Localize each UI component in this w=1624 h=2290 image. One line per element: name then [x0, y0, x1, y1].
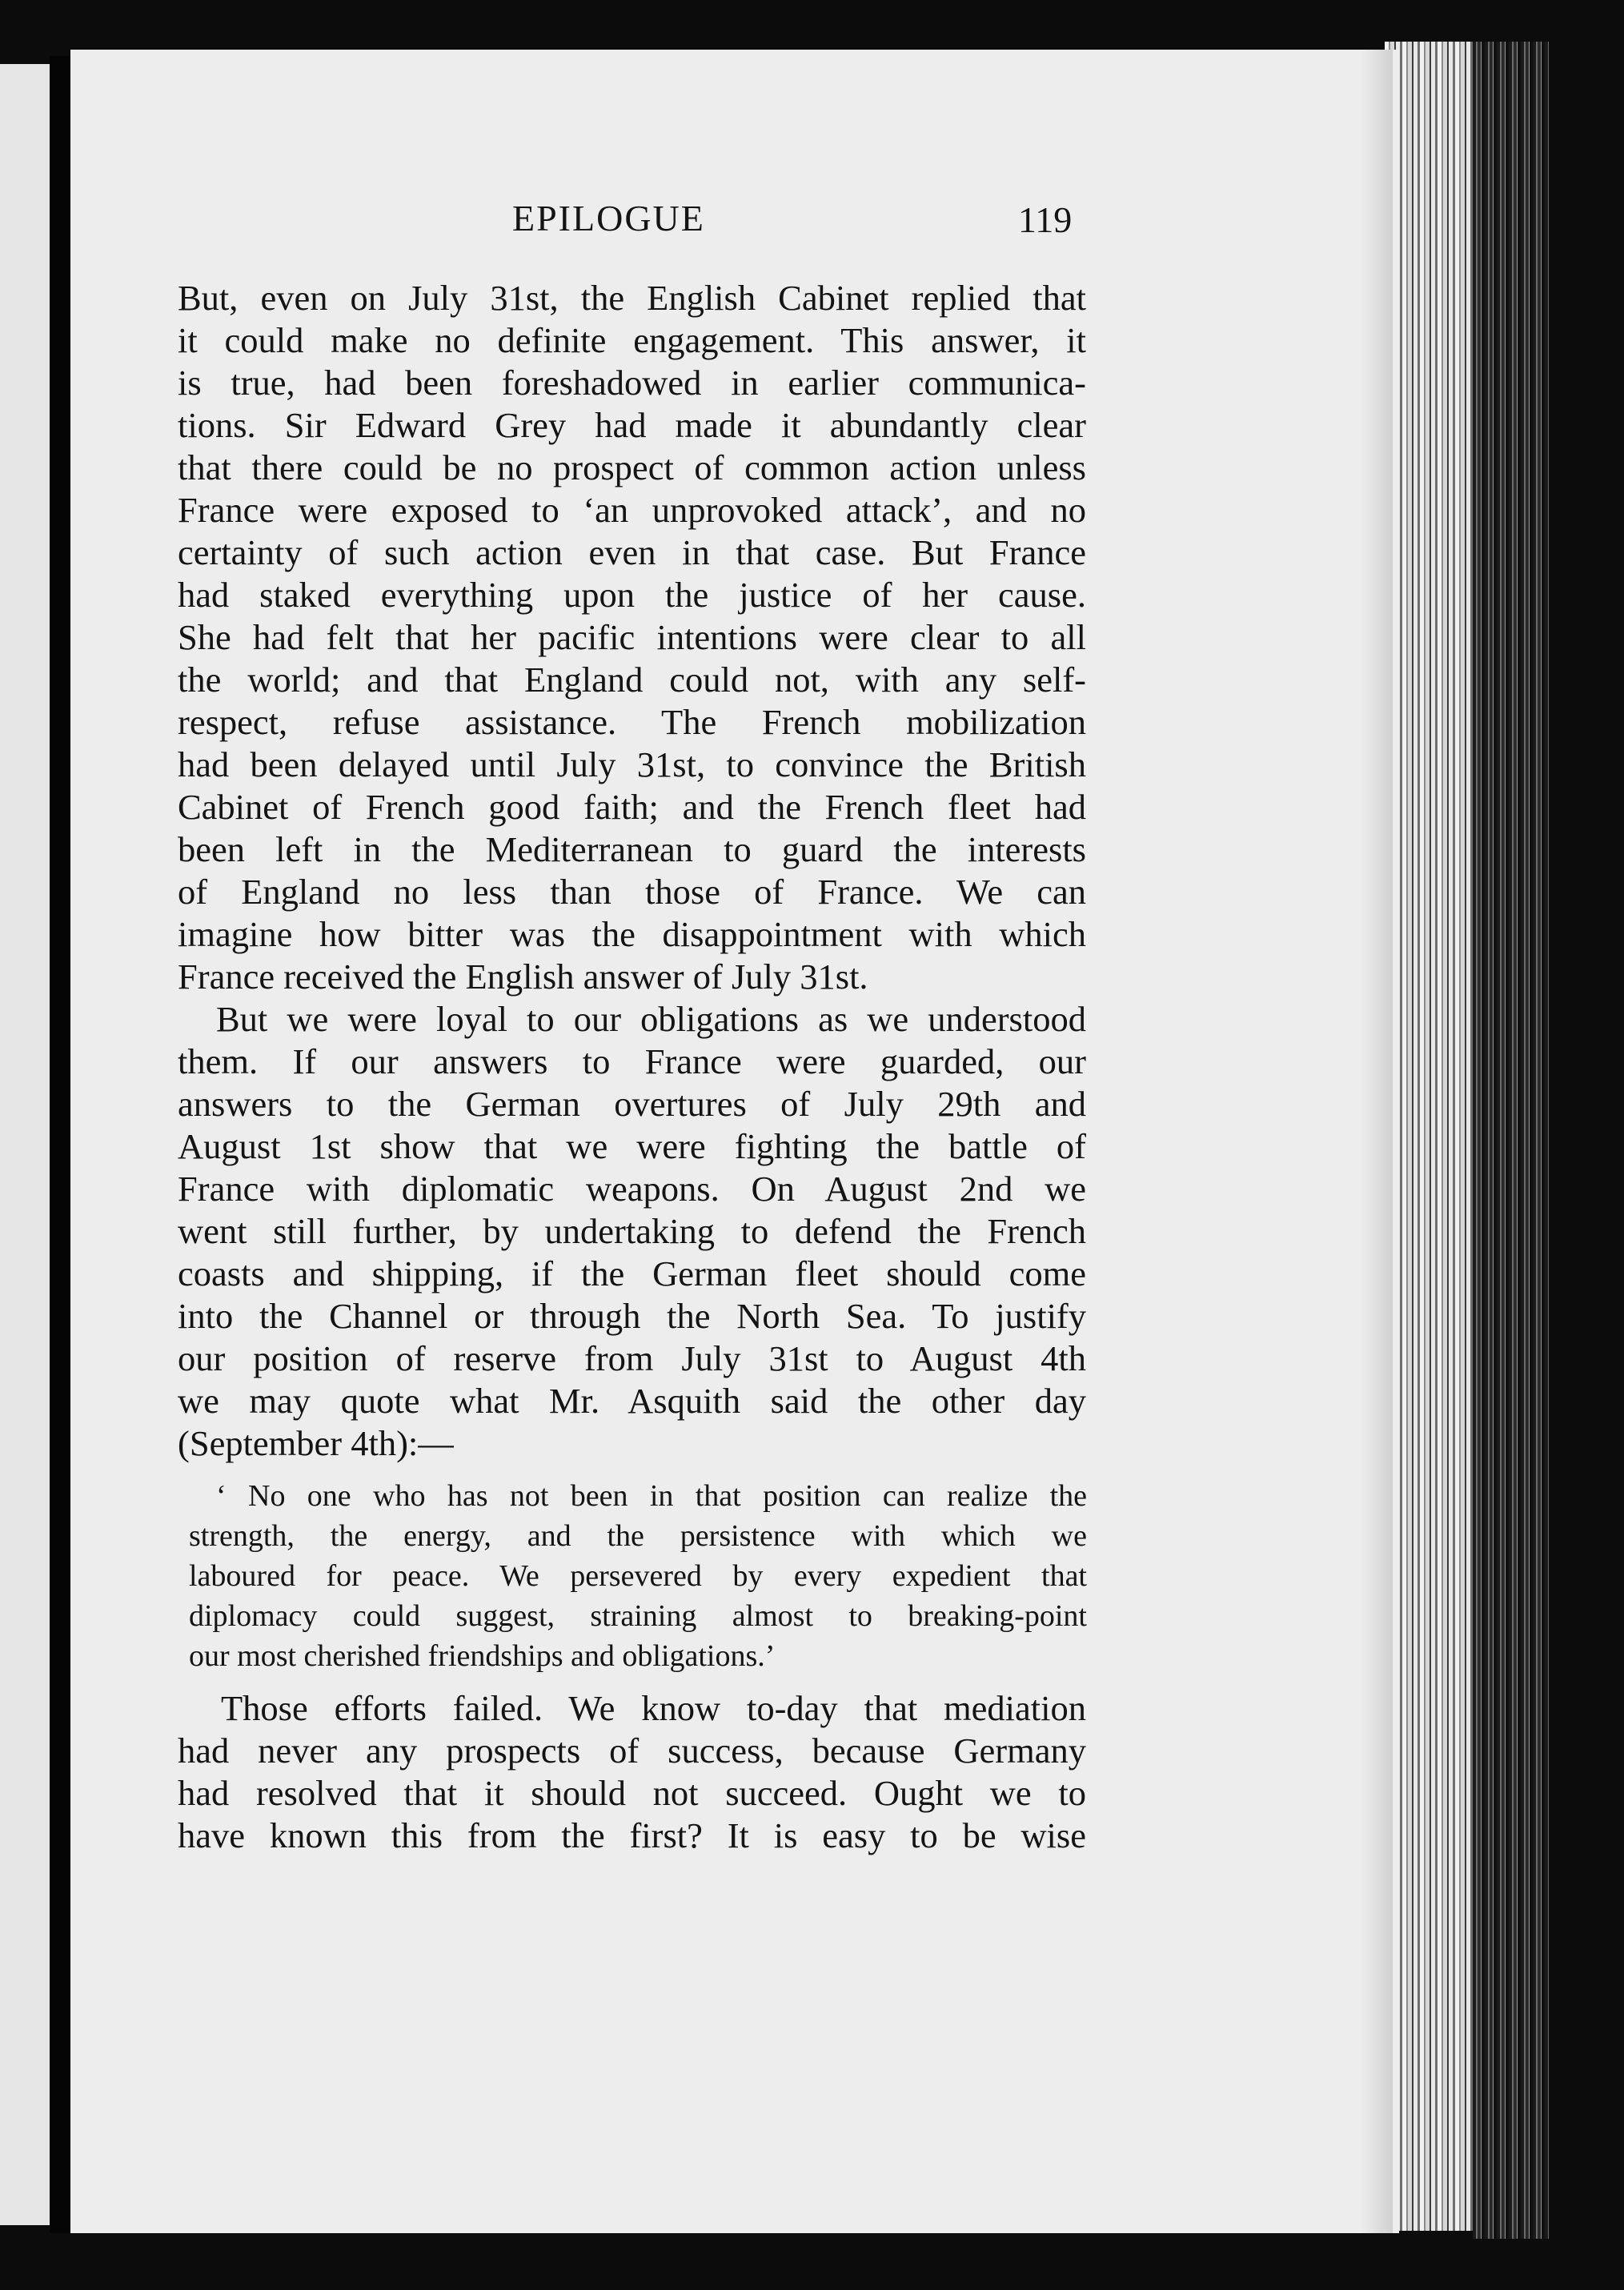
text-line: had never any prospects of success, because Germany: [178, 1731, 1086, 1771]
text-line: answers to the German overtures of July 29th and: [178, 1084, 1086, 1124]
quote-line: ‘ No one who has not been in that position can realize the: [216, 1479, 1087, 1513]
text-line: Cabinet of French good faith; and the French fleet had: [178, 787, 1086, 827]
text-line: had resolved that it should not succeed. Ought we to: [178, 1773, 1086, 1813]
text-line: imagine how bitter was the disappointment with which: [178, 914, 1086, 954]
book-gutter: [50, 56, 70, 2233]
text-line: Those efforts failed. We know to-day that mediation: [221, 1688, 1086, 1728]
running-head: EPILOGUE: [512, 198, 705, 239]
text-line: France with diplomatic weapons. On August 2nd we: [178, 1169, 1086, 1209]
text-line: France were exposed to ‘an unprovoked attack’, and no: [178, 490, 1086, 530]
book-cover-edge: [1473, 42, 1549, 2239]
text-line: went still further, by undertaking to defend the French: [178, 1211, 1086, 1251]
text-line: France received the English answer of July 31st.: [178, 957, 868, 997]
text-line: the world; and that England could not, with any self-: [178, 660, 1086, 700]
previous-page-edge: [0, 64, 50, 2225]
page-curl-shadow: [1361, 50, 1393, 2233]
quote-line: our most cherished friendships and obligations.’: [189, 1639, 776, 1673]
quote-line: laboured for peace. We persevered by every expedient that: [189, 1559, 1087, 1593]
text-line: that there could be no prospect of common action unless: [178, 447, 1086, 487]
text-line: of England no less than those of France. We can: [178, 872, 1086, 912]
text-line: But, even on July 31st, the English Cabinet replied that: [178, 278, 1086, 318]
text-line: But we were loyal to our obligations as we understood: [216, 999, 1086, 1039]
text-line: tions. Sir Edward Grey had made it abundantly clear: [178, 405, 1086, 445]
quote-line: diplomacy could suggest, straining almost to breaking-point: [189, 1599, 1087, 1633]
text-line: She had felt that her pacific intentions were clear to all: [178, 617, 1086, 657]
text-line: it could make no definite engagement. This answer, it: [178, 320, 1086, 360]
text-line: coasts and shipping, if the German fleet should come: [178, 1253, 1086, 1293]
text-line: respect, refuse assistance. The French mobilization: [178, 702, 1086, 742]
quote-line: strength, the energy, and the persistence with which we: [189, 1519, 1087, 1553]
text-line: them. If our answers to France were guarded, our: [178, 1041, 1086, 1081]
text-line: August 1st show that we were fighting the battle of: [178, 1126, 1086, 1166]
text-line: we may quote what Mr. Asquith said the other day: [178, 1381, 1086, 1421]
text-line: had staked everything upon the justice of her cause.: [178, 575, 1086, 615]
text-line: our position of reserve from July 31st to August 4th: [178, 1338, 1086, 1378]
text-line: certainty of such action even in that case. But France: [178, 532, 1086, 572]
text-line: (September 4th):—: [178, 1423, 454, 1463]
text-line: is true, had been foreshadowed in earlier communica-: [178, 363, 1086, 403]
page-number: 119: [1018, 199, 1073, 240]
text-line: had been delayed until July 31st, to convince the British: [178, 744, 1086, 784]
text-line: have known this from the first? It is easy to be wise: [178, 1815, 1086, 1855]
text-line: into the Channel or through the North Sea. To justify: [178, 1296, 1086, 1336]
text-line: been left in the Mediterranean to guard the interests: [178, 829, 1086, 869]
